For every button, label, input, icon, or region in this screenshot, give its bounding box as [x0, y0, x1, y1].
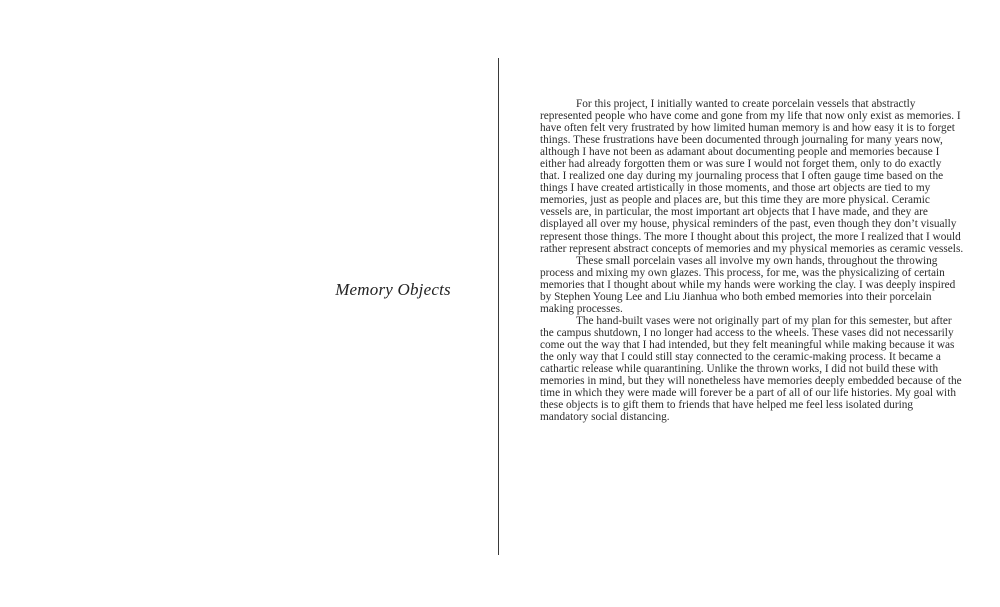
paragraph-1: For this project, I initially wanted to create porcelain vessels that abstractly represented people who have come and gone from my life that now only exist as memories. I have often felt very frustrated by how limited human memory is and how easy it is to forget things. These frustrations have been documented through journaling for many years now, although I have not been as adamant about documenting people and memories because I either had already forgotten them or was sure I would not forget them, only to do exactly that. I realized one day during my journaling process that I often gauge time based on the things I have created artistically in those moments, and those art objects are tied to my memories, just as people and places are, but this time they are more physical. Ceramic vessels are, in particular, the most important art objects that I have made, and they are displayed all over my house, physical reminders of the past, even though they don’t visually represent those things. The more I thought about this project, the more I realized that I would rather represent abstract concepts of memories and my physical memories as ceramic vessels. [540, 98, 964, 255]
left-page [0, 0, 498, 607]
gutter-divider [498, 58, 499, 555]
right-page [540, 98, 964, 423]
paragraph-2: These small porcelain vases all involve my own hands, throughout the throwing process and mixing my own glazes. This process, for me, was the physicalizing of certain memories that I thought about while my hands were working the clay. I was deeply inspired by Stephen Young Lee and Liu Jianhua who both embed memories into their porcelain making processes. [540, 254, 956, 315]
page-title: Memory Objects [335, 280, 451, 299]
paragraph-3: The hand-built vases were not originally part of my plan for this semester, but after the campus shutdown, I no longer had access to the wheels. These vases did not necessarily come out the way that I had intended, but they felt meaningful while making because it was the only way that I could still stay connected to the ceramic-making process. It became a cathartic release while quarantining. Unlike the thrown works, I did not build these with memories in mind, but they will nonetheless have memories deeply embedded because of the time in which they were made will forever be a part of all of our life histories. My goal with these objects is to gift them to friends that have helped me feel less isolated during mandatory social distancing. [540, 314, 962, 424]
